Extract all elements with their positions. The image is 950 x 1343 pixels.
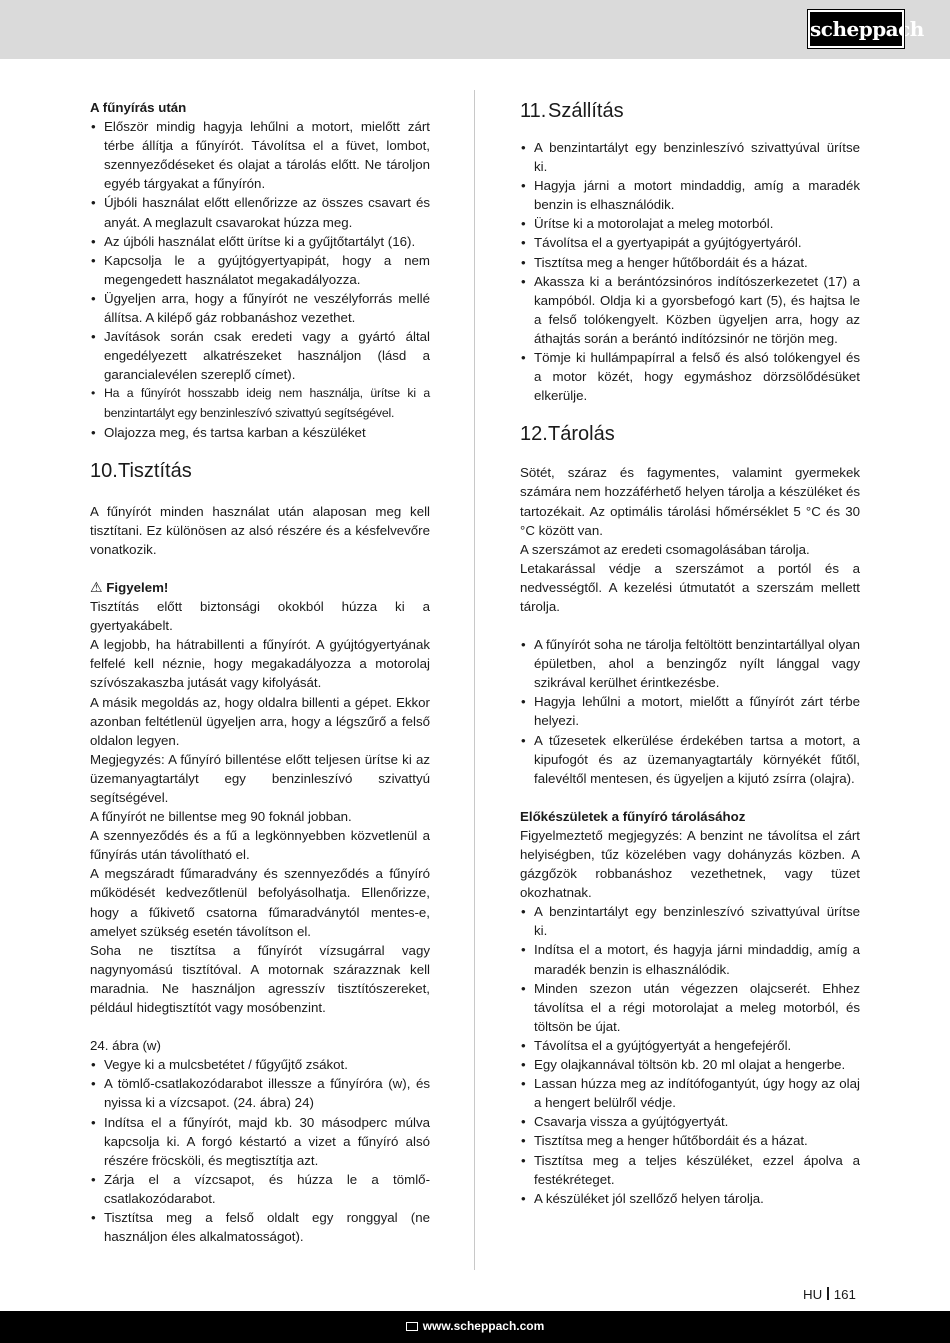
list-item: • Tisztítsa meg a henger hűtőbordáit és a házat. (520, 1131, 860, 1150)
list-item: • A benzintartályt egy benzinleszívó szivattyúval ürítse ki. (520, 138, 860, 176)
paragraph: Sötét, száraz és fagymentes, valamint gyermekek számára nem hozzáférhető helyen tárolja a készüléket és tartozékait. Az optimális tárolási hőmérséklet 5 °C és 30 °C között van. (520, 465, 860, 538)
list-item: • Zárja el a vízcsapot, és húzza le a tömlő-csatlakozódarabot. (90, 1170, 430, 1208)
section-title: Szállítás (548, 100, 624, 122)
left-column (90, 98, 430, 1246)
list-item: • Tömje ki hullámpapírral a felső és alsó tolókengyel és a motor közét, hogy egymáshoz dörzsölődésüket elkerülje. (520, 348, 860, 405)
prep-heading: Előkészületek a fűnyíró tárolásához (520, 808, 746, 824)
scheppach-logo: scheppach (808, 10, 904, 48)
right-column (520, 98, 860, 1208)
list-item: • Távolítsa el a gyújtógyertyát a hengefejéről. (520, 1036, 860, 1055)
after-mowing-heading: A fűnyírás után (90, 100, 187, 115)
warning-icon: ⚠ (90, 578, 103, 595)
section-title: Tisztítás (118, 459, 192, 482)
column-divider (474, 90, 475, 1270)
list-item: • Tisztítsa meg a henger hűtőbordáit és a házat. (520, 253, 860, 272)
paragraph: A legjobb, ha hátrabillenti a fűnyírót. A gyújtógyertyának felfelé kell néznie, hogy megakadályozza a motorolaj szívószakaszba jutását vagy kifolyását. (90, 637, 430, 691)
list-item: • A fűnyírót soha ne tárolja feltöltött benzintartállyal olyan épületben, ahol a benzingőz nyílt lánggal vagy szikrával kerülhet érintkezésbe. (520, 635, 860, 692)
paragraph: A szerszámot az eredeti csomagolásában tárolja. (520, 541, 810, 557)
section-number: 12. (520, 423, 548, 446)
list-item: • Ügyeljen arra, hogy a fűnyírót ne veszélyforrás mellé állítsa. A kilépő gáz robbanáshoz vezethet. (90, 289, 430, 327)
list-item: • Kapcsolja le a gyújtógyertyapipát, hogy a nem megengedett használatot megakadályozza. (90, 251, 430, 289)
list-item: • A készüléket jól szellőző helyen tárolja. (520, 1189, 860, 1208)
section-heading-storage (520, 421, 860, 447)
list-item: • Egy olajkannával töltsön kb. 20 ml olajat a hengerbe. (520, 1055, 860, 1074)
paragraph: Tisztítás előtt biztonsági okokból húzza ki a gyertyakábelt. (90, 599, 430, 634)
list-item: • Az újbóli használat előtt ürítse ki a gyűjtőtartályt (16). (90, 232, 430, 251)
paragraph: A másik megoldás az, hogy oldalra billenti a gépet. Ekkor azonban feltétlenül ügyeljen arra, hogy a légszűrő a felső oldalon legyen. (90, 694, 430, 748)
warning-title: Figyelem! (106, 579, 169, 595)
paragraph: A megszáradt fűmaradvány és szennyeződés a fűnyíró működését kedvezőtlenül befolyásolhatja. Ellenőrizze, hogy a fűkivető csatorna fűmaradványtól mentes-e, amelyet szükség esetén távolítson el. (90, 866, 430, 939)
header-bar (0, 0, 950, 59)
list-item: • Hagyja járni a motort mindaddig, amíg a maradék benzin is elhasználódik. (520, 176, 860, 214)
section-heading-transport (520, 98, 860, 124)
cleaning-intro: A fűnyírót minden használat után alaposan meg kell tisztítani. Ez különösen az alsó részére és a késfelvevőre vonatkozik. (90, 503, 430, 557)
list-item: • Olajozza meg, és tartsa karban a készüléket (90, 423, 430, 442)
paragraph: A szennyeződés és a fű a legkönnyebben közvetlenül a fűnyírás után távolítható el. (90, 828, 430, 863)
page-number-value: 161 (833, 1287, 856, 1302)
footer-url[interactable]: www.scheppach.com (422, 1319, 545, 1333)
list-item: • A tűzesetek elkerülése érdekében tartsa a motort, a kipufogót és az üzemanyagtartály környékét fűtől, falevéltől mentesen, és ügyeljen a kijutó zsírra (olajra). (520, 731, 860, 788)
list-item: • Újbóli használat előtt ellenőrizze az összes csavart és anyát. A meglazult csavarokat húzza meg. (90, 193, 430, 231)
paragraph: Megjegyzés: A fűnyíró billentése előtt teljesen ürítse ki az üzemanyagtartályt egy benzinleszívó szivattyú segítségével. (90, 751, 430, 805)
list-item: • Hagyja lehűlni a motort, mielőtt a fűnyírót zárt térbe helyezi. (520, 692, 860, 730)
list-item: • A benzintartályt egy benzinleszívó szivattyúval ürítse ki. (520, 902, 860, 940)
list-item: • Tisztítsa meg a teljes készüléket, ezzel ápolva a festékréteget. (520, 1151, 860, 1189)
list-item: • A tömlő-csatlakozódarabot illessze a fűnyíróra (w), és nyissa ki a vízcsapot. (24. ábra) 24) (90, 1074, 430, 1112)
page-number-separator (827, 1287, 829, 1300)
storage-body (520, 463, 860, 616)
page-number (803, 1286, 856, 1304)
list-item: • Indítsa el a motort, és hagyja járni mindaddig, amíg a maradék benzin is elhasználódik. (520, 940, 860, 978)
page-language: HU (803, 1287, 823, 1302)
figure-reference: 24. ábra (w) (90, 1038, 161, 1054)
paragraph: Soha ne tisztítsa a fűnyírót vízsugárral vagy nagynyomású tisztítóval. A motornak szárazznak kell maradnia. Ne használjon agresszív tisztítószereket, például hidegtisztítót vagy mosóbenzint. (90, 942, 430, 1016)
warning-body (90, 597, 430, 1017)
section-number: 11. (520, 100, 547, 122)
list-item: • Minden szezon után végezzen olajcserét. Ehhez távolítsa el a régi motorolajat a meleg motorból, és töltsön be újat. (520, 979, 860, 1036)
list-item: • Távolítsa el a gyertyapipát a gyújtógyertyáról. (520, 233, 860, 252)
list-item: • Vegye ki a mulcsbetétet / fűgyűjtő zsákot. (90, 1055, 430, 1074)
list-item: • Lassan húzza meg az indítófogantyút, úgy hogy az olaj a hengert belülről védje. (520, 1074, 860, 1112)
prep-list (520, 902, 860, 1208)
list-item: • Ürítse ki a motorolajat a meleg motorból. (520, 214, 860, 233)
after-mowing-list (90, 117, 430, 442)
section-title: Tárolás (548, 423, 615, 446)
list-item: • Javítások során csak eredeti vagy a gyártó által engedélyezett alkatrészeket használjon (lásd a garancialevélen szereplő címet). (90, 327, 430, 384)
list-item: • Először mindig hagyja lehűlni a motort, mielőtt zárt térbe állítja a fűnyírót. Távolítsa el a füvet, lombot, szennyeződéseket és olajat a tárolás előtt. Ne tároljon egyéb tárgyakat a fűnyírón. (90, 117, 430, 193)
section-number: 10. (90, 459, 118, 482)
footer-bar (0, 1311, 950, 1343)
list-item: • Csavarja vissza a gyújtógyertyát. (520, 1112, 860, 1131)
section-heading-cleaning (90, 458, 430, 484)
prep-note: Figyelmeztető megjegyzés: A benzint ne távolítsa el zárt helyiségben, tűz közelében vagy dohányzás közben. A gázgőzök robbanáshoz vezethetnek, vagy tüzet okozhatnak. (520, 827, 860, 901)
paragraph: Letakarással védje a szerszámot a portól és a nedvességtől. A kezelési útmutatót a szerszám mellett tárolja. (520, 560, 860, 614)
list-item: • Ha a fűnyírót hosszabb ideig nem használja, ürítse ki a benzintartályt egy benzinleszívó szivattyú segítségével. (90, 384, 430, 422)
warning-heading (90, 578, 430, 597)
list-item: • Akassza ki a berántózsinóros indítószerkezetet (17) a kampóból. Oldja ki a gyorsbefogó kart (5), és hajtsa le a felső tolókengyelt. Közben ügyeljen arra, hogy az áthajtás során a berántó indítózsinór ne törjön meg. (520, 272, 860, 348)
paragraph: A fűnyírót ne billentse meg 90 foknál jobban. (90, 809, 352, 825)
list-item: • Tisztítsa meg a felső oldalt egy ronggyal (ne használjon éles alkalmatosságot). (90, 1208, 430, 1246)
storage-list (520, 635, 860, 788)
figure-steps-list (90, 1055, 430, 1246)
monitor-icon (406, 1322, 418, 1331)
transport-list (520, 138, 860, 405)
list-item: • Indítsa el a fűnyírót, majd kb. 30 másodperc múlva kapcsolja ki. A forgó késtartó a vizet a fűnyíró alsó részére fröcsköli, és megtisztítja azt. (90, 1113, 430, 1170)
